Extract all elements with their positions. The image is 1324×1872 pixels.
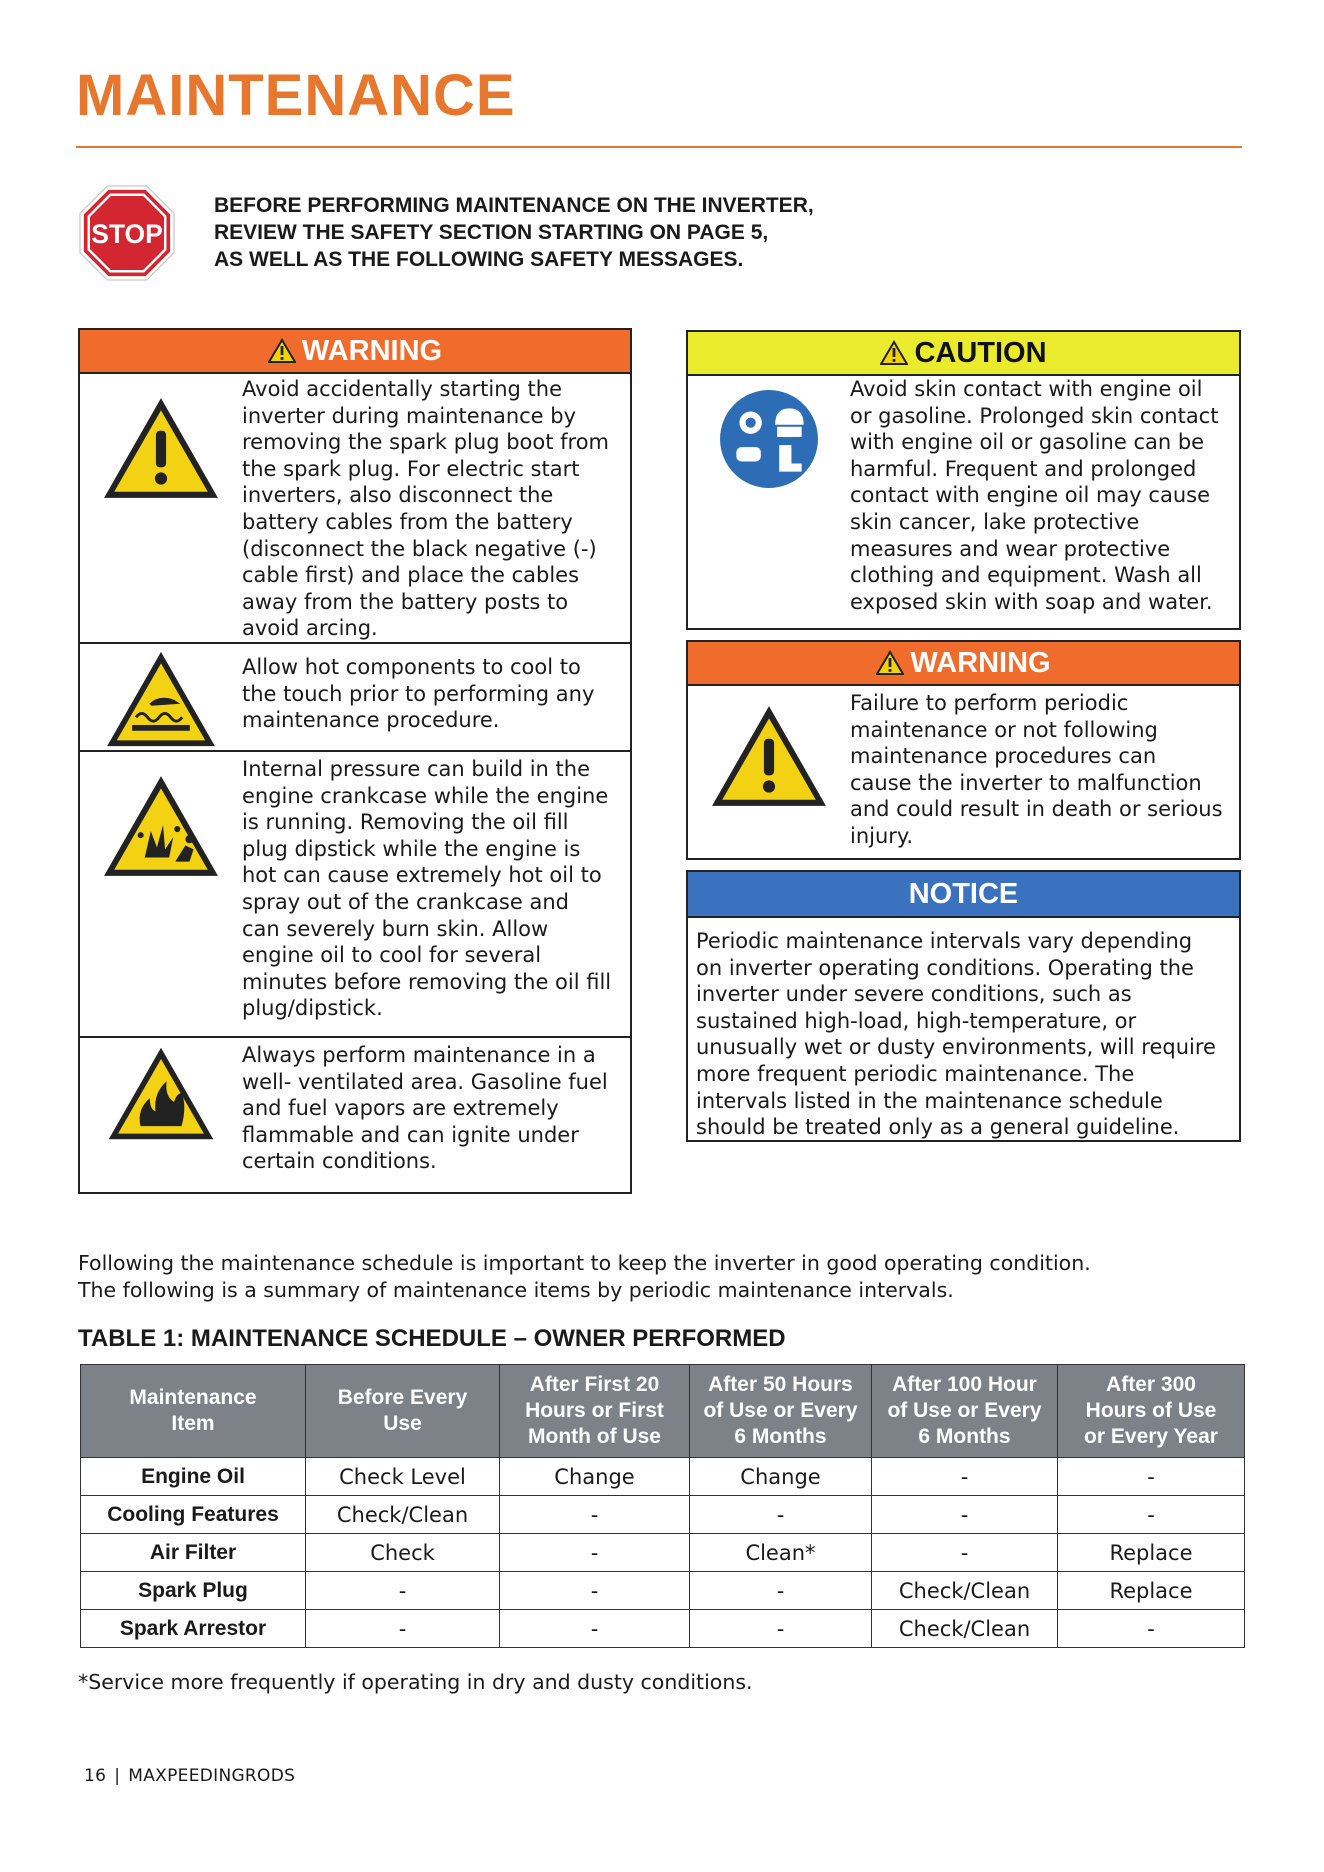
intro-line: The following is a summary of maintenance items by periodic maintenance intervals. xyxy=(78,1278,954,1302)
warning-panel-left xyxy=(78,328,632,1194)
table-header-cell: After 50 Hours of Use or Every 6 Months xyxy=(690,1365,872,1458)
maintenance-item-cell: Cooling Features xyxy=(81,1496,306,1534)
maintenance-schedule-table xyxy=(80,1364,1245,1648)
caution-header xyxy=(688,332,1239,376)
interval-action-cell: - xyxy=(500,1496,690,1534)
interval-action-cell: Check xyxy=(306,1534,500,1572)
interval-action-cell: - xyxy=(872,1458,1058,1496)
table-title: TABLE 1: MAINTENANCE SCHEDULE – OWNER PERFORMED xyxy=(78,1325,786,1352)
interval-action-cell: - xyxy=(500,1534,690,1572)
interval-action-cell: Check/Clean xyxy=(306,1496,500,1534)
general-warning-icon xyxy=(708,702,830,810)
caution-label: CAUTION xyxy=(914,336,1047,369)
warning-label: WARNING xyxy=(301,334,443,367)
interval-action-cell: Replace xyxy=(1058,1572,1245,1610)
warning-message xyxy=(80,374,630,642)
table-header-cell: After 300 Hours of Use or Every Year xyxy=(1058,1365,1245,1458)
protective-equipment-icon xyxy=(718,388,820,490)
table-header-cell: After 100 Hour of Use or Every 6 Months xyxy=(872,1365,1058,1458)
footer-brand: MAXPEEDINGRODS xyxy=(128,1766,296,1786)
interval-action-cell: Clean* xyxy=(690,1534,872,1572)
interval-action-cell: - xyxy=(1058,1458,1245,1496)
warning-message xyxy=(80,1036,630,1190)
general-warning-icon xyxy=(100,394,222,502)
notice-header xyxy=(688,872,1239,918)
table-header-cell: Before Every Use xyxy=(306,1365,500,1458)
warning-message-text: Failure to perform periodic maintenance or not following maintenance procedures can cause the inverter to malfunction and could result in death or serious injury. xyxy=(850,691,1223,848)
safety-preface-line: BEFORE PERFORMING MAINTENANCE ON THE INVERTER, xyxy=(214,194,814,217)
table-header-cell: After First 20 Hours or First Month of Use xyxy=(500,1365,690,1458)
schedule-intro xyxy=(78,1250,1091,1304)
notice-label: NOTICE xyxy=(908,877,1019,910)
maintenance-item-cell: Engine Oil xyxy=(81,1458,306,1496)
maintenance-item-cell: Spark Plug xyxy=(81,1572,306,1610)
table-row xyxy=(81,1610,1245,1648)
interval-action-cell: Check/Clean xyxy=(872,1610,1058,1648)
interval-action-cell: - xyxy=(306,1610,500,1648)
warning-message-text: Internal pressure can build in the engine crankcase while the engine is running. Removing the oil fill plug dipstick while the engine is hot can cause extremely hot oil to spray out of the crankcase and can severely burn skin. Allow engine oil to cool for several minutes before removing the oil fill plug/dipstick. xyxy=(242,757,612,1021)
interval-action-cell: - xyxy=(872,1534,1058,1572)
interval-action-cell: - xyxy=(306,1572,500,1610)
warning-message-text: Avoid accidentally starting the inverter during maintenance by removing the spark plug boot from the spark plug. For electric start inverters, also disconnect the battery cables from the battery (disconnect the black negative (-) cable first) and place the cables away from the battery posts to avoid arcing. xyxy=(242,377,610,641)
interval-action-cell: - xyxy=(500,1572,690,1610)
interval-action-cell: - xyxy=(1058,1496,1245,1534)
table-row xyxy=(81,1496,1245,1534)
caution-triangle-icon xyxy=(880,340,908,366)
intro-line: Following the maintenance schedule is important to keep the inverter in good operating condition. xyxy=(78,1251,1091,1275)
interval-action-cell: Change xyxy=(690,1458,872,1496)
explosion-hazard-icon xyxy=(100,772,222,880)
caution-message xyxy=(688,376,1239,626)
safety-preface xyxy=(214,192,814,273)
stop-sign-text: STOP xyxy=(91,218,163,249)
interval-action-cell: - xyxy=(690,1496,872,1534)
warning-triangle-icon xyxy=(268,338,296,364)
title-divider xyxy=(76,146,1242,148)
table-row xyxy=(81,1458,1245,1496)
warning-panel-right xyxy=(686,640,1241,860)
table-row xyxy=(81,1534,1245,1572)
interval-action-cell: Replace xyxy=(1058,1534,1245,1572)
warning-label: WARNING xyxy=(910,646,1051,679)
interval-action-cell: - xyxy=(500,1610,690,1648)
warning-triangle-icon xyxy=(876,650,904,676)
warning-message-text: Always perform maintenance in a well- ventilated area. Gasoline fuel and fuel vapors are extremely flammable and can ignite under certain conditions. xyxy=(242,1043,608,1174)
flammable-icon xyxy=(105,1044,217,1143)
warning-message xyxy=(80,642,630,750)
hot-surface-icon xyxy=(103,648,219,750)
interval-action-cell: Change xyxy=(500,1458,690,1496)
safety-preface-line: REVIEW THE SAFETY SECTION STARTING ON PAGE 5, xyxy=(214,221,769,244)
table-header-cell: Maintenance Item xyxy=(81,1365,306,1458)
safety-preface-line: AS WELL AS THE FOLLOWING SAFETY MESSAGES. xyxy=(214,248,744,271)
table-footnote: *Service more frequently if operating in dry and dusty conditions. xyxy=(78,1670,753,1694)
page-footer xyxy=(84,1766,295,1786)
table-row xyxy=(81,1572,1245,1610)
caution-panel xyxy=(686,330,1241,630)
interval-action-cell: Check/Clean xyxy=(872,1572,1058,1610)
interval-action-cell: - xyxy=(872,1496,1058,1534)
notice-panel xyxy=(686,870,1241,1142)
page-number: 16 xyxy=(84,1766,107,1786)
footer-separator: | xyxy=(114,1766,121,1786)
warning-message xyxy=(80,750,630,1036)
warning-message-text: Allow hot components to cool to the touch prior to performing any maintenance procedure. xyxy=(242,655,595,733)
maintenance-item-cell: Spark Arrestor xyxy=(81,1610,306,1648)
interval-action-cell: Check Level xyxy=(306,1458,500,1496)
warning-header xyxy=(688,642,1239,686)
notice-text: Periodic maintenance intervals vary depending on inverter operating conditions. Operating the inverter under severe conditions, such as sustained high-load, high-temperature, or unusually wet or dusty environments, will require more frequent periodic maintenance. The intervals listed in the maintenance schedule should be treated only as a general guideline. xyxy=(696,929,1216,1140)
table-header-row xyxy=(81,1365,1245,1458)
interval-action-cell: - xyxy=(690,1610,872,1648)
warning-message xyxy=(688,686,1239,856)
maintenance-item-cell: Air Filter xyxy=(81,1534,306,1572)
stop-sign-icon xyxy=(78,184,176,282)
interval-action-cell: - xyxy=(690,1572,872,1610)
caution-message-text: Avoid skin contact with engine oil or gasoline. Prolonged skin contact with engine oil or gasoline can be harmful. Frequent and prolonged contact with engine oil may cause skin cancer, lake protective measures and wear protective clothing and equipment. Wash all exposed skin with soap and water. xyxy=(850,377,1219,614)
interval-action-cell: - xyxy=(1058,1610,1245,1648)
warning-header xyxy=(80,330,630,374)
page-title: MAINTENANCE xyxy=(76,63,516,128)
